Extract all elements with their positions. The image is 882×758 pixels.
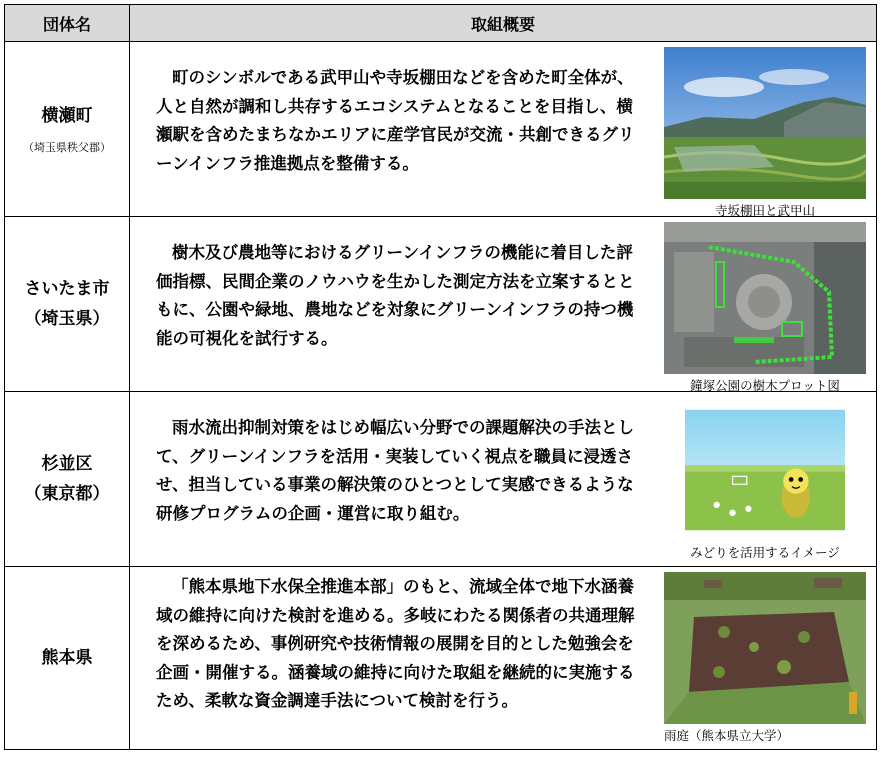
org-sub: （埼玉県秩父郡） (23, 141, 111, 154)
org-cell (5, 567, 130, 750)
description-text: 雨水流出抑制対策をはじめ幅広い分野での課題解決の手法として、グリーンインフラを活用・実装していく視点を職員に浸透させ、担当している事業の解決策のひとつとして実感できるような研修プログラムの企画・運営に取り組む。 (156, 418, 634, 523)
description-text: 樹木及び農地等におけるグリーンインフラの機能に着目した評価指標、民間企業のノウハウを生かした測定方法を立案するとともに、公園や緑地、農地などを対象にグリーンインフラの持つ機能の可視化を試行する。 (156, 243, 635, 348)
org-sub: （埼玉県） (24, 309, 110, 329)
figure (664, 572, 866, 744)
table-row (5, 392, 877, 567)
table-row (5, 42, 877, 217)
initiatives-table (4, 4, 877, 750)
org-name: さいたま市 (24, 279, 110, 299)
table-row (5, 567, 877, 750)
org-name: 杉並区 (41, 454, 93, 474)
summary-cell (130, 217, 877, 392)
org-cell (5, 42, 130, 217)
figure-caption: 雨庭（熊本県立大学） (664, 728, 790, 743)
green-mascot-illustration (685, 399, 845, 541)
org-cell (5, 217, 130, 392)
org-sub: （東京都） (24, 484, 110, 504)
figure-caption: 寺坂棚田と武甲山 (714, 203, 815, 218)
figure (664, 399, 866, 561)
figure-caption: みどりを活用するイメージ (690, 545, 840, 560)
description-text: 町のシンボルである武甲山や寺坂棚田などを含めた町全体が、人と自然が調和し共存するエコシステムとなることを目指し、横瀬駅を含めたまちなかエリアに産学官民が交流・共創できるグリーンインフラ推進拠点を整備する。 (156, 68, 635, 173)
summary-cell (130, 392, 877, 567)
figure (664, 222, 866, 394)
header-summary: 取組概要 (130, 5, 877, 42)
summary-cell (130, 567, 877, 750)
org-cell (5, 392, 130, 567)
figure (664, 47, 866, 219)
rain-garden-photo (664, 572, 866, 724)
org-name: 横瀬町 (41, 106, 93, 126)
table-row (5, 217, 877, 392)
org-name: 熊本県 (41, 648, 93, 668)
header-org: 団体名 (5, 5, 130, 42)
park-aerial-tree-plot-map (664, 222, 866, 374)
terraced-rice-field-mountain-photo (664, 47, 866, 199)
figure-caption: 鐘塚公園の樹木プロット図 (690, 378, 840, 393)
summary-cell (130, 42, 877, 217)
description-text: 「熊本県地下水保全推進本部」のもと、流域全体で地下水涵養域の維持に向けた検討を進める。多岐にわたる関係者の共通理解を深めるため、事例研究や技術情報の展開を目的とした勉強会を企画・開催する。涵養域の維持に向けた取組を継続的に実施するため、柔軟な資金調達手法について検討を行う。 (156, 577, 635, 710)
